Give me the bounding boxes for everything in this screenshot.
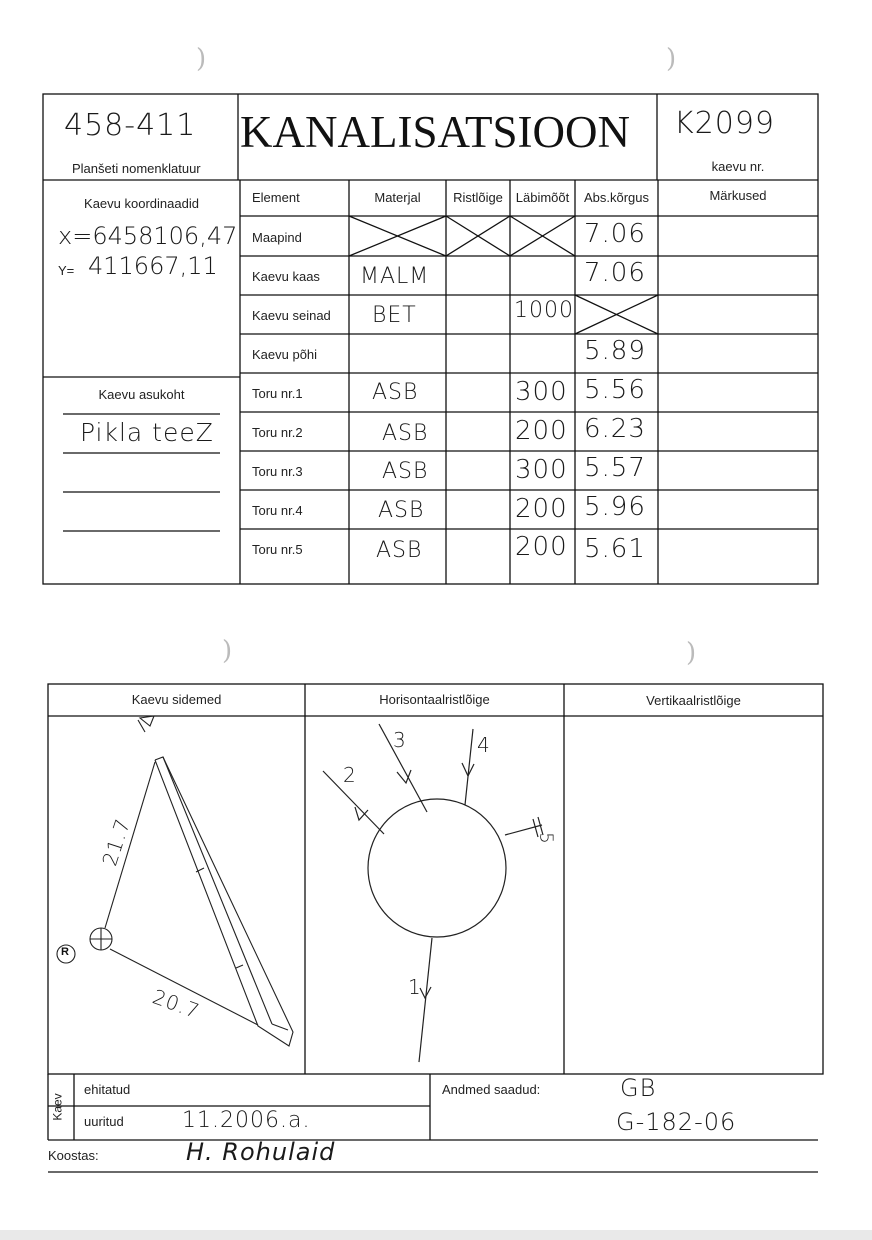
col-header-material: Materjal — [374, 190, 421, 205]
row-element: Kaevu seinad — [252, 308, 331, 323]
row-element: Kaevu kaas — [252, 269, 320, 284]
author-label: Koostas: — [48, 1148, 99, 1163]
row-element: Toru nr.5 — [252, 542, 303, 557]
data-received-value-1: GB — [620, 1074, 657, 1102]
row-diameter: 1000 — [514, 298, 574, 323]
row-element: Toru nr.1 — [252, 386, 303, 401]
row-element: Toru nr.4 — [252, 503, 303, 518]
row-elevation: 7.06 — [584, 219, 646, 249]
punch-hole-mark: ) — [222, 636, 233, 666]
row-elevation: 5.57 — [584, 453, 646, 483]
well-number-label: kaevu nr. — [711, 159, 765, 174]
tie-distance-a: 21.7 — [97, 815, 136, 869]
sheet-number: 458-411 — [64, 108, 197, 143]
col-header-diameter: Läbimõõt — [515, 190, 570, 205]
built-label: ehitatud — [84, 1082, 131, 1097]
pipe-label-5: 5 — [535, 832, 557, 845]
row-material: MALM — [360, 264, 430, 289]
panel-title-well-ties: Kaevu sidemed — [131, 692, 222, 707]
pipe-label-4: 4 — [477, 733, 491, 757]
row-elevation: 5.56 — [584, 375, 646, 405]
panel-title-vertical-section: Vertikaalristlõige — [646, 693, 741, 708]
row-diameter: 300 — [515, 377, 568, 407]
location-title: Kaevu asukoht — [98, 387, 185, 402]
row-material: ASB — [372, 380, 419, 405]
col-header-element: Element — [252, 190, 300, 205]
row-elevation: 5.89 — [584, 336, 646, 366]
coordinate-y: 411667,11 — [88, 252, 218, 280]
punch-hole-mark: ) — [666, 44, 677, 74]
row-elevation: 5.61 — [584, 534, 646, 564]
col-header-notes: Märkused — [709, 188, 767, 203]
row-element: Kaevu põhi — [252, 347, 318, 362]
data-received-label: Andmed saadud: — [442, 1082, 541, 1097]
surveyed-value: 11.2006.a. — [182, 1108, 311, 1133]
side-label-well: Kaev — [50, 1093, 65, 1121]
row-material: BET — [372, 303, 417, 328]
coordinates-title: Kaevu koordinaadid — [84, 196, 199, 211]
pipe-label-3: 3 — [393, 728, 407, 752]
row-material: ASB — [378, 498, 425, 523]
pipe-label-2: 2 — [343, 763, 357, 787]
coordinate-y-prefix: Y= — [58, 263, 75, 278]
surveyed-label: uuritud — [84, 1114, 124, 1129]
sheet-nomenclature-label: Planšeti nomenklatuur — [72, 161, 201, 176]
page-title: KANALISATSIOON — [240, 107, 630, 157]
scan-bottom-edge — [0, 1230, 872, 1240]
row-diameter: 300 — [515, 455, 568, 485]
data-received-value-2: G-182-06 — [616, 1108, 737, 1136]
row-diameter: 200 — [515, 494, 568, 524]
row-diameter: 200 — [515, 416, 568, 446]
row-diameter: 200 — [515, 532, 568, 562]
row-material: ASB — [382, 421, 429, 446]
tie-distance-b: 20.7 — [149, 984, 204, 1024]
row-material: ASB — [382, 459, 429, 484]
author-signature: H. Rohulaid — [186, 1138, 336, 1166]
row-elevation: 7.06 — [584, 258, 646, 288]
row-material: ASB — [376, 538, 423, 563]
row-element: Toru nr.2 — [252, 425, 303, 440]
col-header-cross-section: Ristlõige — [453, 190, 503, 205]
row-elevation: 6.23 — [584, 414, 646, 444]
col-header-elevation: Abs.kõrgus — [583, 190, 650, 205]
row-elevation: 5.96 — [584, 492, 646, 522]
pipe-label-1: 1 — [408, 975, 422, 999]
panel-title-horizontal-section: Horisontaalristlõige — [379, 692, 490, 707]
coordinate-x: x=6458106,47 — [58, 222, 238, 250]
well-number: K2099 — [674, 106, 776, 141]
location-value: Pikla teeZ — [80, 418, 214, 447]
row-element: Maapind — [252, 230, 302, 245]
ground-marker-letter: R — [61, 946, 69, 958]
punch-hole-mark: ) — [196, 44, 207, 74]
punch-hole-mark: ) — [686, 638, 697, 668]
row-element: Toru nr.3 — [252, 464, 303, 479]
